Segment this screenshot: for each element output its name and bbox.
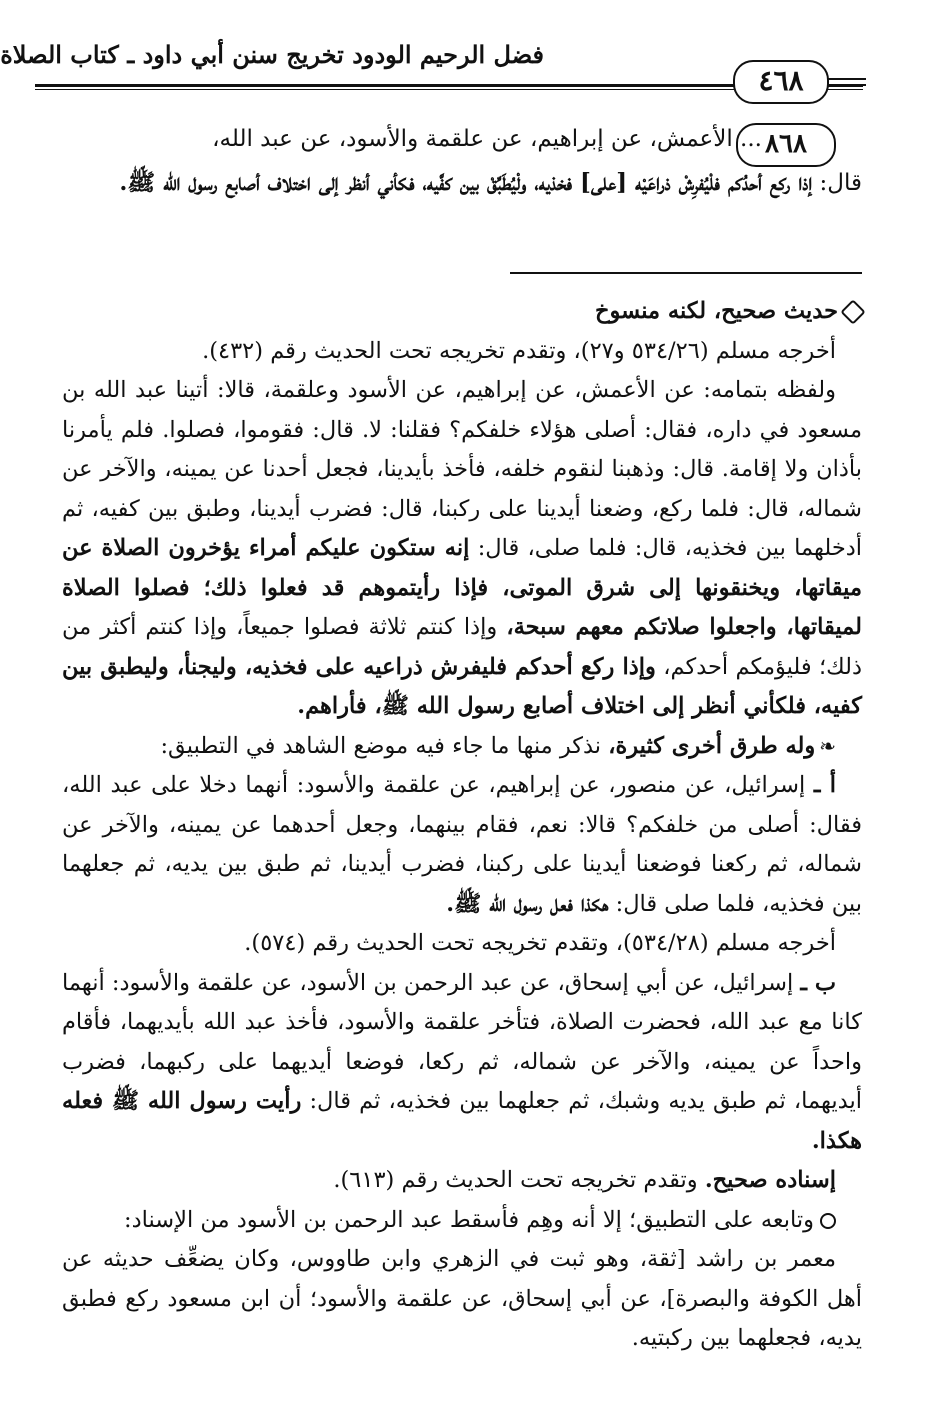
mutaba-line [62, 1201, 862, 1241]
mamar-paragraph: معمر بن راشد [ثقة، وهو ثبت في الزهري وابن طاووس، وكان يضعِّف حديثه عن أهل الكوفة والبصرة]، عن أبي إسحاق، عن علقمة والأسود؛ أن ابن مسعود ركع فطبق يديه، فجعلهما بين ركبتيه. [62, 1246, 862, 1351]
hadith-qala: قال: [819, 170, 862, 196]
full-wording-paragraph [62, 371, 862, 727]
route-b-label: ب ـ [800, 969, 836, 996]
verdict: حديث صحيح، لكنه منسوخ [595, 298, 838, 324]
route-a [62, 766, 862, 924]
badge-ornament-line [826, 78, 866, 80]
isnad-grade: إسناده صحيح. [704, 1167, 836, 1193]
wording-text: وإذا كنتم ثلاثة فصلوا جميعاً، وإذا كنتم أكثر من ذلك؛ فليؤمكم أحدكم، [62, 614, 863, 680]
wording-matn: إنه ستكون عليكم أمراء يؤخرون الصلاة عن ميقاتها، ويخنقونها إلى شرق الموتى، فإذا رأيتموهم قد فعلوا ذلك؛ فصلوا الصلاة لميقاتها، واجعلوا صلاتكم معهم سبحة، [62, 535, 862, 640]
running-title: فضل الرحيم الودود تخريج سنن أبي داود ـ كتاب الصلاة [0, 40, 544, 69]
isnad-verdict [62, 1161, 862, 1201]
route-a-takhrij: أخرجه مسلم (٥٣٤/٢٨)، وتقدم تخريجه تحت الحديث رقم (٥٧٤). [244, 930, 836, 956]
isnad-note: وتقدم تخريجه تحت الحديث رقم (٦١٣). [333, 1167, 698, 1193]
mutaba-text: وتابعه على التطبيق؛ إلا أنه وهِم فأسقط عبد الرحمن بن الأسود من الإسناد: [124, 1206, 814, 1233]
other-routes-heading: وله طرق أخرى كثيرة، [608, 732, 816, 759]
commentary [62, 292, 862, 1359]
route-a-matn: هكذا فعل رسول الله ﷺ. [446, 890, 609, 917]
badge-ornament-line [826, 84, 866, 86]
bullet-circle-icon [820, 1213, 836, 1229]
wording-text: ولفظه بتمامه: عن الأعمش، عن إبراهيم، عن الأسود وعلقمة، قالا: أتينا عبد الله بن مسعود في داره، فقال: أصلى هؤلاء خلفكم؟ فقلنا: لا. قال: فقوموا، فصلوا. فلم يأمرنا بأذان ولا إقامة. قال: وذهبنا لنقوم خلفه، فأخذ بأيدينا، فجعل أحدنا عن يمينه، والآخر عن شماله، قال: فلما ركع، وضعنا أيدينا على ركبنا، قال: فضرب أيدينا، وطبق بين كفيه، ثم أدخلهما بين فخذيه، قال: فلما صلى، قال: [62, 377, 863, 561]
hadith-text [62, 118, 862, 205]
other-routes-text: نذكر منها ما جاء فيه موضع الشاهد في التطبيق: [160, 732, 602, 759]
wording-matn: وإذا ركع أحدكم فليفرش ذراعيه على فخذيه، وليجنأ، وليطبق بين كفيه، فلكأني أنظر إلى اختلاف أصابع رسول الله ﷺ، فأراهم. [62, 653, 862, 719]
takhrij-paragraph: أخرجه مسلم (٥٣٤/٢٦ و٢٧)، وتقدم تخريجه تحت الحديث رقم (٤٣٢). [202, 337, 836, 364]
page-number-badge: ٤٦٨ [733, 60, 829, 104]
route-b-text: إسرائيل، عن أبي إسحاق، عن عبد الرحمن بن الأسود، عن علقمة والأسود: أنهما كانا مع عبد الله، فحضرت الصلاة، فتأخر علقمة والأسود، فأخذ عبد الله بأيديهما، فأقام واحداً عن يمينه، والآخر عن شماله، ثم ركعا، فوضعا أيديهما على ركبهما، فضرب أيديهما، ثم طبق يديه وشبك، ثم جعلهما بين فخذيه، ثم قال: [62, 969, 862, 1114]
route-a-label: أ ـ [813, 772, 836, 798]
hadith-isnad: ... الأعمش، عن إبراهيم، عن علقمة والأسود، عن عبد الله، [212, 126, 762, 152]
route-b [62, 964, 862, 1162]
hadith-matn: إذا ركع أحدُكم فلْيُفرِشْ ذراعَيْه [على] فخذيه، ولْيُطَبِّقْ بين كفَّيه، فكأني أنظر إلى اختلاف أصابع رسول الله ﷺ. [119, 169, 813, 196]
other-routes-paragraph [62, 727, 862, 767]
section-divider [510, 272, 862, 274]
route-b-matn: رأيت رسول الله ﷺ فعله هكذا. [62, 1088, 862, 1154]
verdict-marker-icon [840, 299, 865, 324]
route-a-text: إسرائيل، عن منصور، عن إبراهيم، عن علقمة والأسود: أنهما دخلا على عبد الله، فقال: أصلى من خلفكم؟ قالا: نعم، فقام بينهما، وجعل أحدهما عن يمينه، والآخر عن شماله، ثم ركعنا فوضعنا أيدينا على ركبنا، فضرب أيدينا، ثم طبق بين يديه، ثم جعلهما بين فخذيه، فلما صلى قال: [62, 772, 862, 917]
hadith-number-badge: ٨٦٨ [736, 123, 836, 167]
leaf-icon: ❧ [819, 733, 836, 758]
